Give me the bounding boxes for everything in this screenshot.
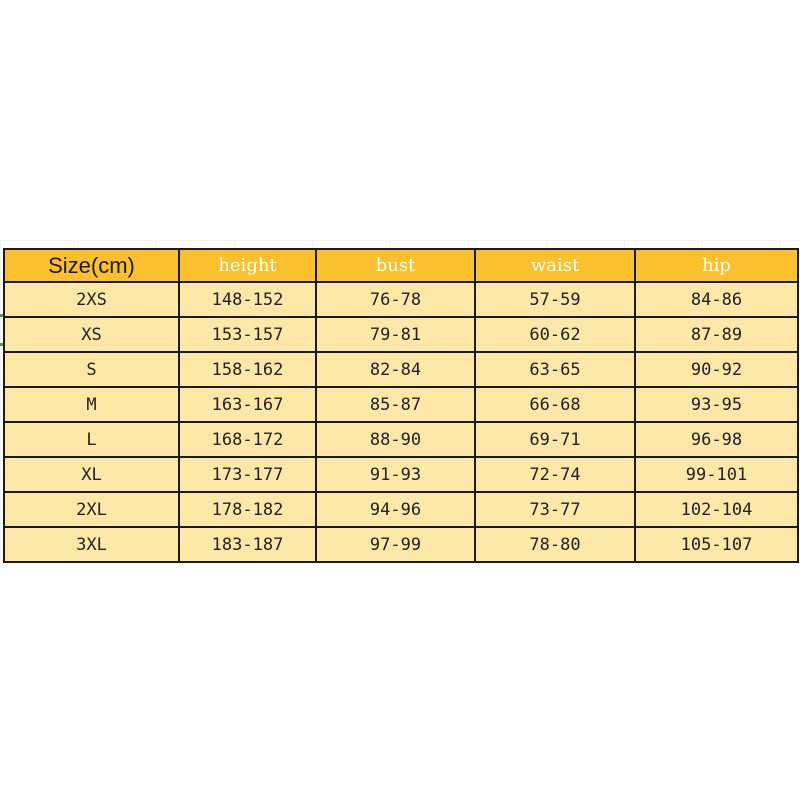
cell-waist: 78-80 — [475, 527, 635, 562]
cell-hip: 90-92 — [635, 352, 798, 387]
cell-waist: 60-62 — [475, 317, 635, 352]
cell-size: 3XL — [4, 527, 179, 562]
table-row — [4, 492, 798, 527]
cell-hip: 99-101 — [635, 457, 798, 492]
cell-hip: 105-107 — [635, 527, 798, 562]
cell-size: S — [4, 352, 179, 387]
header-height: height — [179, 249, 316, 282]
cell-hip: 96-98 — [635, 422, 798, 457]
cell-height: 178-182 — [179, 492, 316, 527]
cell-waist: 57-59 — [475, 282, 635, 317]
header-row — [4, 249, 798, 282]
table-row — [4, 352, 798, 387]
cell-bust: 82-84 — [316, 352, 475, 387]
header-waist: waist — [475, 249, 635, 282]
table-row — [4, 457, 798, 492]
cell-bust: 91-93 — [316, 457, 475, 492]
cell-bust: 76-78 — [316, 282, 475, 317]
cell-bust: 97-99 — [316, 527, 475, 562]
cell-hip: 84-86 — [635, 282, 798, 317]
cell-height: 158-162 — [179, 352, 316, 387]
cell-size: 2XL — [4, 492, 179, 527]
cell-waist: 63-65 — [475, 352, 635, 387]
cell-hip: 93-95 — [635, 387, 798, 422]
cell-hip: 102-104 — [635, 492, 798, 527]
cell-size: XL — [4, 457, 179, 492]
cell-waist: 66-68 — [475, 387, 635, 422]
cell-waist: 69-71 — [475, 422, 635, 457]
cell-bust: 79-81 — [316, 317, 475, 352]
table-row — [4, 527, 798, 562]
table-row — [4, 387, 798, 422]
header-hip: hip — [635, 249, 798, 282]
cell-bust: 94-96 — [316, 492, 475, 527]
cell-height: 168-172 — [179, 422, 316, 457]
cell-waist: 73-77 — [475, 492, 635, 527]
cell-hip: 87-89 — [635, 317, 798, 352]
header-size: Size(cm) — [4, 249, 179, 282]
cell-bust: 85-87 — [316, 387, 475, 422]
header-bust: bust — [316, 249, 475, 282]
cell-height: 173-177 — [179, 457, 316, 492]
size-chart-table — [3, 248, 799, 563]
cell-bust: 88-90 — [316, 422, 475, 457]
table-row — [4, 317, 798, 352]
cell-size: L — [4, 422, 179, 457]
cell-height: 183-187 — [179, 527, 316, 562]
cell-waist: 72-74 — [475, 457, 635, 492]
cell-height: 153-157 — [179, 317, 316, 352]
cell-size: M — [4, 387, 179, 422]
cell-size: XS — [4, 317, 179, 352]
table-row — [4, 422, 798, 457]
table-row — [4, 282, 798, 317]
cell-height: 148-152 — [179, 282, 316, 317]
cell-height: 163-167 — [179, 387, 316, 422]
cell-size: 2XS — [4, 282, 179, 317]
